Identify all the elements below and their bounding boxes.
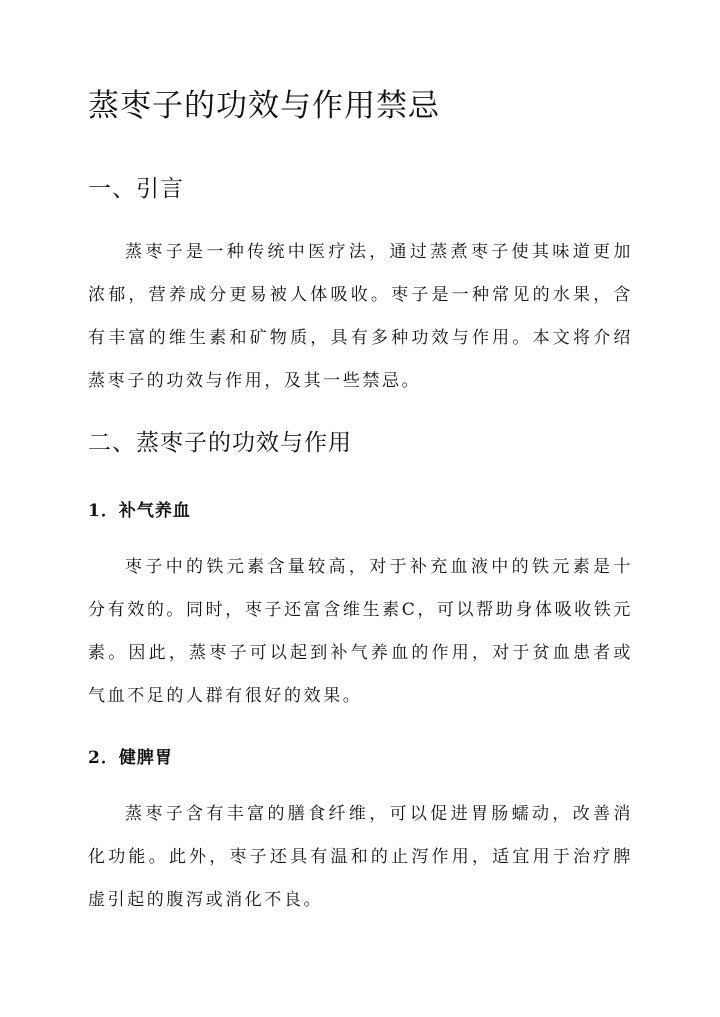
document-title: 蒸枣子的功效与作用禁忌 (88, 88, 440, 124)
subsection-heading-spleen-stomach: 2．健脾胃 (88, 748, 173, 768)
section-heading-benefits: 二、蒸枣子的功效与作用 (88, 430, 352, 456)
subsection-heading-nourish-qi-blood: 1．补气养血 (88, 501, 191, 521)
section-heading-introduction: 一、引言 (88, 176, 184, 202)
introduction-paragraph: 蒸枣子是一种传统中医疗法，通过蒸煮枣子使其味道更加浓郁，营养成分更易被人体吸收。枣子是一种常见的水果，含有丰富的维生素和矿物质，具有多种功效与作用。本文将介绍蒸枣子的功效与作用，及其一些禁忌。 (88, 242, 633, 391)
spleen-stomach-paragraph: 蒸枣子含有丰富的膳食纤维，可以促进胃肠蠕动，改善消化功能。此外，枣子还具有温和的止泻作用，适宜用于治疗脾虚引起的腹泻或消化不良。 (88, 804, 633, 910)
nourish-qi-blood-paragraph: 枣子中的铁元素含量较高，对于补充血液中的铁元素是十分有效的。同时，枣子还富含维生素C，可以帮助身体吸收铁元素。因此，蒸枣子可以起到补气养血的作用，对于贫血患者或气血不足的人群有很好的效果。 (88, 557, 633, 706)
